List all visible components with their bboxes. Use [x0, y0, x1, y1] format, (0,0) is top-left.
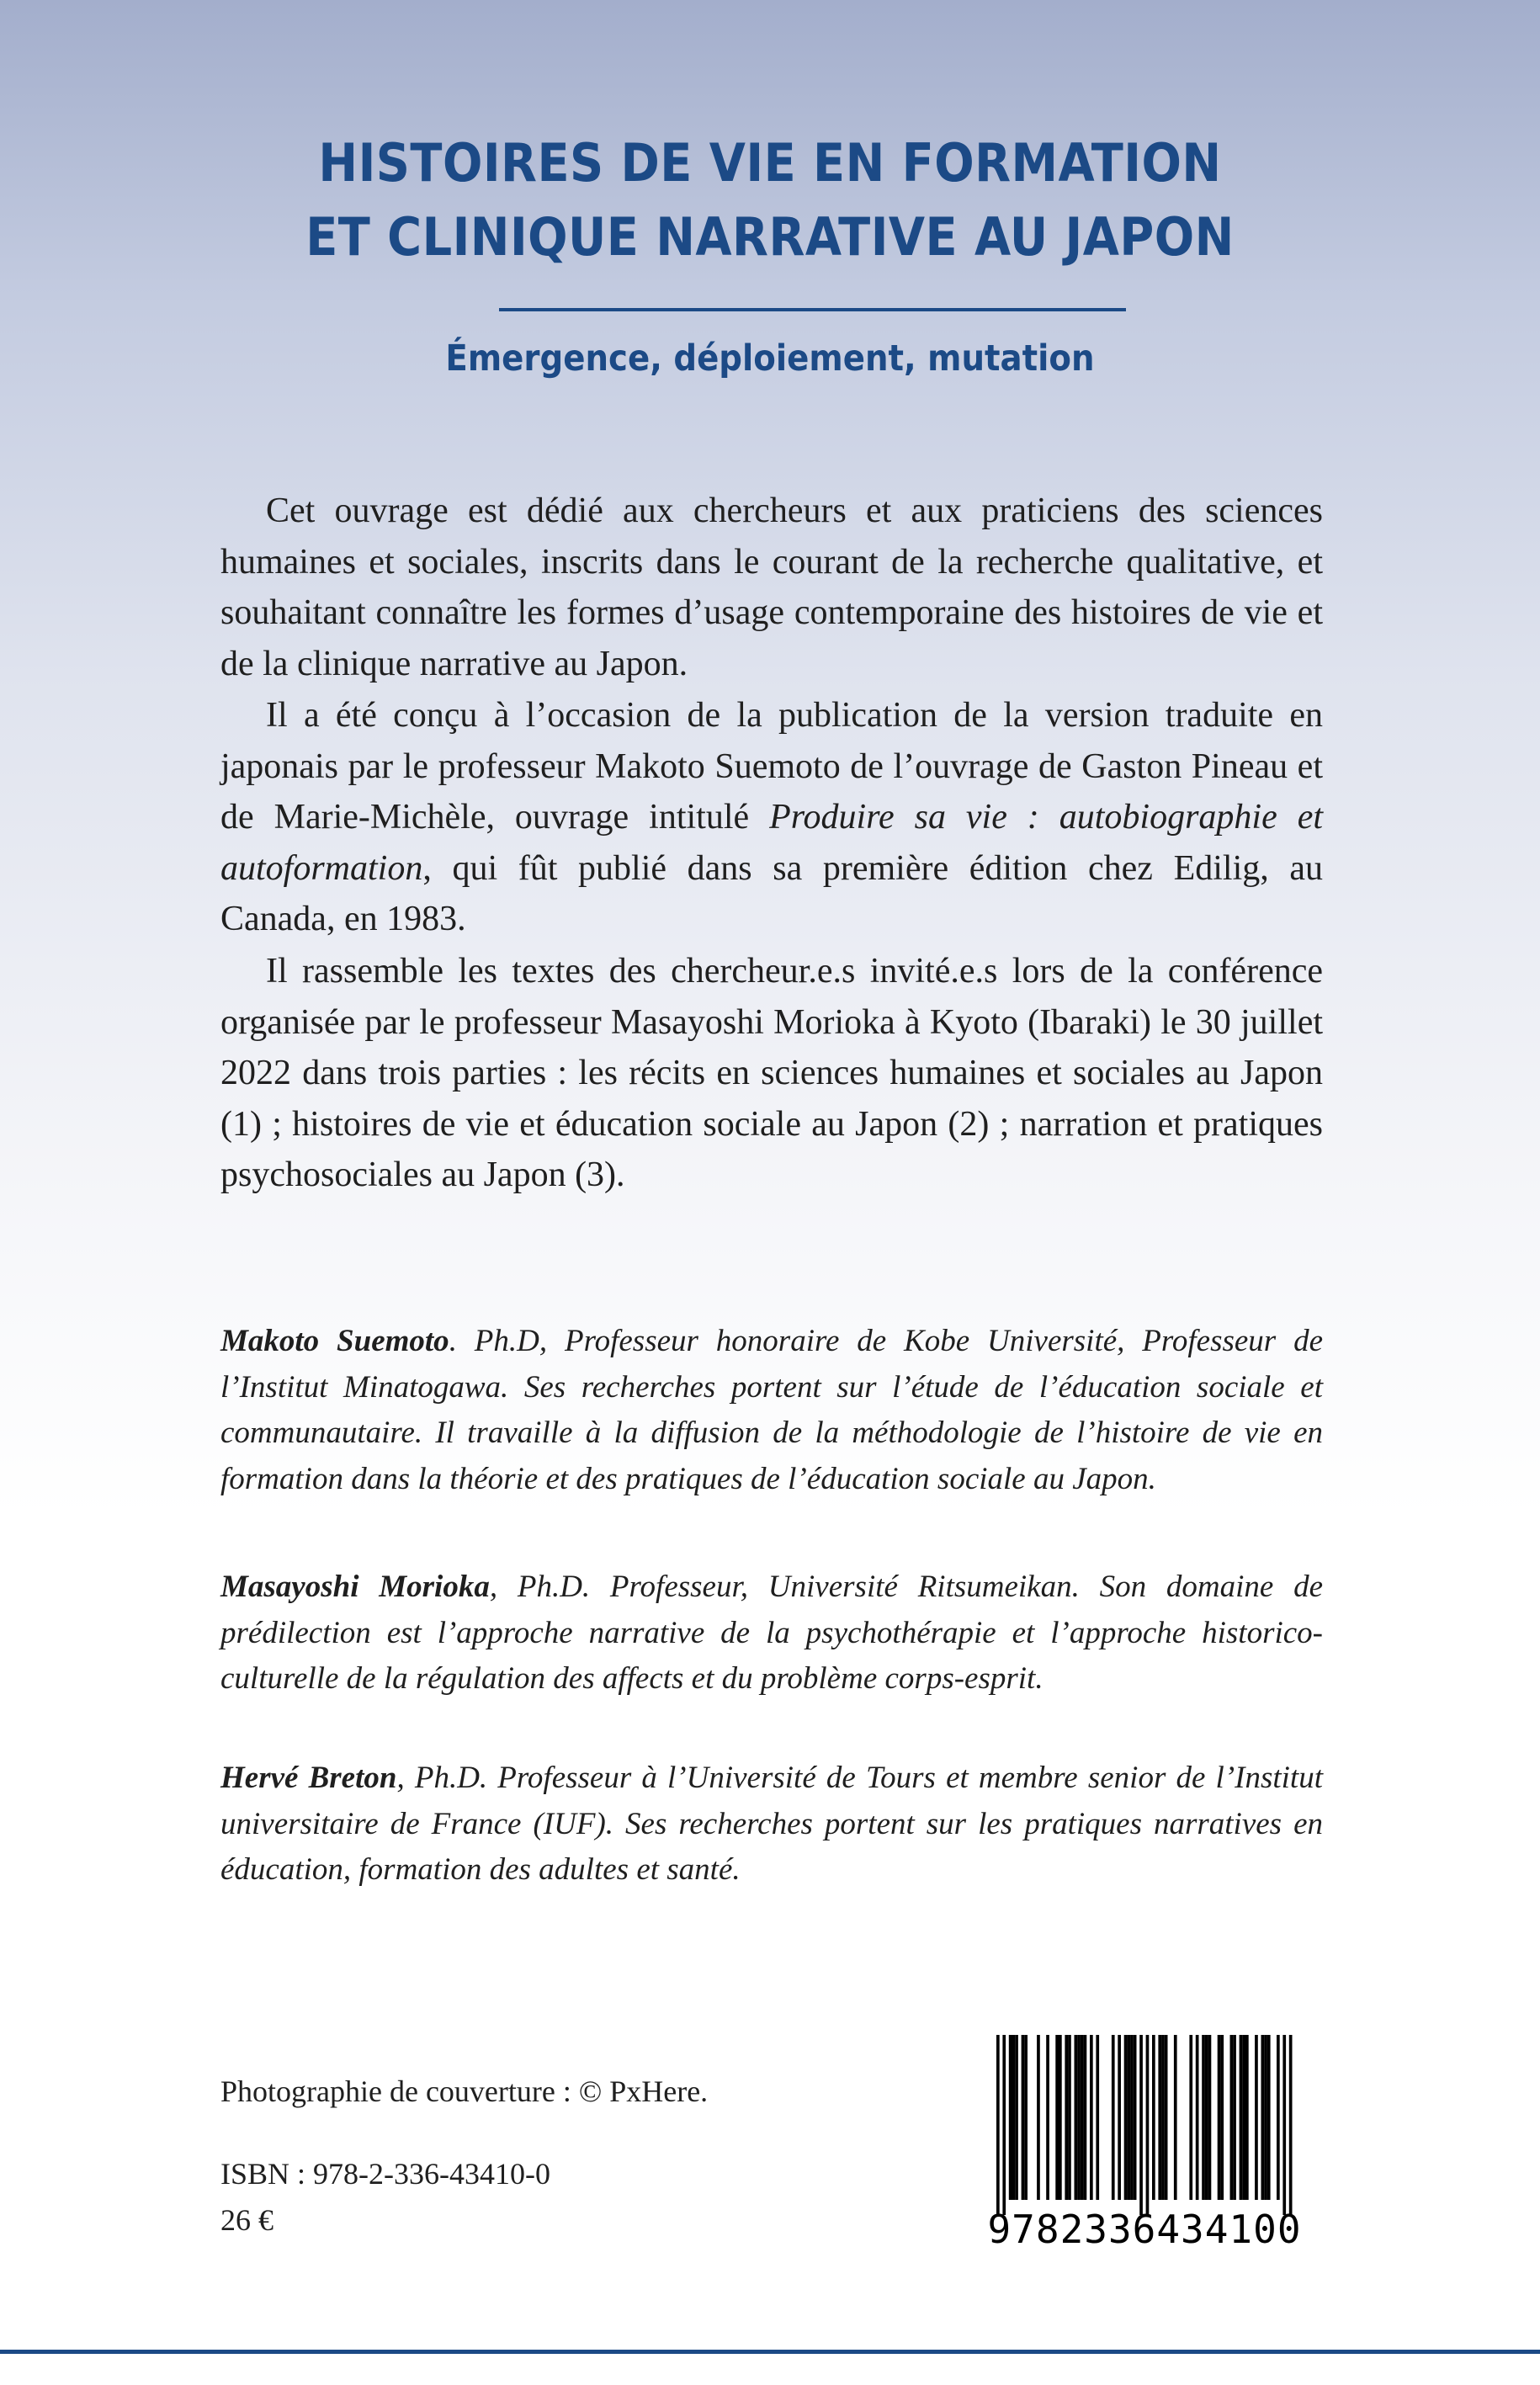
barcode-bar — [1024, 2035, 1028, 2200]
barcode-bar — [1046, 2035, 1049, 2200]
author-bio-text: , Ph.D. Professeur, Université Ritsumeikan. Son domaine de prédilection est l’approche narrative de la psychothérapie et l’approche historico-culturelle de la régulation des affects et du problème corps-esprit. — [220, 1570, 1323, 1696]
book-title-line-2: ET CLINIQUE NARRATIVE AU JAPON — [305, 206, 1235, 268]
barcode-bar — [1282, 2035, 1286, 2215]
book-title — [77, 126, 1463, 274]
barcode-bar — [1220, 2035, 1224, 2200]
author-bio-text: , Ph.D. Professeur à l’Université de Tours et membre senior de l’Institut universitaire de France (IUF). Ses recherches portent sur les pratiques narratives en éducation, formation des adultes et santé. — [220, 1761, 1323, 1887]
barcode-digits: 9782336434100 — [987, 2207, 1302, 2251]
barcode-bar — [1022, 2035, 1025, 2200]
barcode-bar — [1277, 2035, 1280, 2200]
barcode-bar — [1009, 2035, 1012, 2200]
barcode-bar — [1230, 2035, 1234, 2200]
isbn-barcode — [976, 2028, 1313, 2251]
author-name: Masayoshi Morioka — [220, 1570, 490, 1604]
barcode-bar — [1146, 2035, 1150, 2215]
barcode-bar — [1255, 2035, 1258, 2200]
barcode-bar — [1077, 2035, 1081, 2200]
barcode-bar — [1242, 2035, 1245, 2200]
barcode-bar — [1240, 2035, 1243, 2200]
title-divider — [499, 308, 1126, 311]
barcode-bar — [1161, 2035, 1165, 2200]
author-name: Hervé Breton — [220, 1761, 397, 1795]
summary-paragraph-2-text-a: Il a été conçu à l’occasion de la publication de la version traduite en japonais par le professeur Makoto Suemoto de l’ouvrage de Gaston Pineau et de Marie-Michèle, ouvrage intitulé — [220, 696, 1323, 837]
barcode-bar — [1096, 2035, 1099, 2200]
barcode-bar — [1068, 2035, 1071, 2200]
book-title-line-1: HISTOIRES DE VIE EN FORMATION — [318, 132, 1222, 194]
author-bio-text: . Ph.D, Professeur honoraire de Kobe Université, Professeur de l’Institut Minatogawa. Ses recherches portent sur l’étude de l’éducation sociale et communautaire. Il travaille à la diffusion de la méthodologie de l’histoire de vie en formation dans la théorie et des pratiques de l’éducation sociale au Japon. — [220, 1324, 1323, 1496]
barcode-bar — [1081, 2035, 1084, 2200]
barcode-bar — [996, 2035, 1000, 2215]
barcode-bar — [1065, 2035, 1068, 2200]
barcode-bar — [1158, 2035, 1161, 2200]
barcode-bar — [1233, 2035, 1236, 2200]
price-label: 26 € — [220, 2203, 273, 2237]
summary-paragraph-2-text-b: , qui fût publié dans sa première édition chez Edilig, au Canada, en 1983. — [220, 848, 1323, 938]
barcode-bar — [1208, 2035, 1212, 2200]
isbn-label: ISBN : 978-2-336-43410-0 — [220, 2157, 550, 2191]
barcode-bar — [1152, 2035, 1155, 2200]
author-name: Makoto Suemoto — [220, 1324, 449, 1358]
barcode-bar — [1134, 2035, 1137, 2200]
barcode-bars — [996, 2035, 1293, 2215]
barcode-bar — [1130, 2035, 1134, 2200]
photo-credit: Photographie de couverture : © PxHere. — [220, 2074, 709, 2108]
barcode-bar — [1196, 2035, 1199, 2200]
barcode-bar — [1075, 2035, 1078, 2200]
barcode-bar — [1139, 2035, 1143, 2215]
bottom-divider — [0, 2350, 1540, 2354]
barcode-bar — [1264, 2035, 1267, 2200]
barcode-bar — [1165, 2035, 1168, 2200]
book-subtitle: Émergence, déploiement, mutation — [445, 337, 1095, 380]
barcode-bar — [1289, 2035, 1293, 2215]
barcode-bar — [1118, 2035, 1121, 2200]
barcode-bar — [1174, 2035, 1177, 2200]
author-bio — [220, 1756, 1323, 1894]
barcode-graphic — [976, 2028, 1313, 2251]
barcode-bar — [1127, 2035, 1130, 2200]
summary-paragraph-1: Cet ouvrage est dédié aux chercheurs et aux praticiens des sciences humaines et sociales, inscrits dans le courant de la recherche qualitative, et souhaitant connaître les formes d’usage contemporaine des histoires de vie et de la clinique narrative au Japon. — [220, 491, 1323, 683]
barcode-bar — [1202, 2035, 1205, 2200]
barcode-bar — [1267, 2035, 1271, 2200]
barcode-bar — [1205, 2035, 1208, 2200]
barcode-bar — [1059, 2035, 1062, 2200]
author-bio — [220, 1319, 1323, 1502]
barcode-bar — [1002, 2035, 1006, 2215]
cited-work-title: Produire sa vie : autobiographie et autoformation — [220, 798, 1324, 888]
barcode-bar — [1124, 2035, 1128, 2200]
barcode-bar — [1245, 2035, 1249, 2200]
barcode-bar — [1112, 2035, 1115, 2200]
barcode-bar — [1218, 2035, 1221, 2200]
barcode-bar — [1084, 2035, 1087, 2200]
barcode-bar — [1189, 2035, 1192, 2200]
barcode-bar — [1037, 2035, 1040, 2200]
barcode-bar — [1090, 2035, 1093, 2200]
barcode-bar — [1015, 2035, 1018, 2200]
barcode-bar — [1012, 2035, 1016, 2200]
author-bio — [220, 1564, 1323, 1702]
summary-paragraph-3: Il rassemble les textes des chercheur.e.s invité.e.s lors de la conférence organisée par le professeur Masayoshi Morioka à Kyoto (Ibaraki) le 30 juillet 2022 dans trois parties : les récits en sciences humaines et sociales au Japon (1) ; histoires de vie et éducation sociale au Japon (2) ; narration et pratiques psychosociales au Japon (3). — [220, 952, 1323, 1194]
summary-paragraph-2 — [220, 690, 1323, 945]
barcode-bar — [1055, 2035, 1059, 2200]
barcode-bar — [1261, 2035, 1265, 2200]
